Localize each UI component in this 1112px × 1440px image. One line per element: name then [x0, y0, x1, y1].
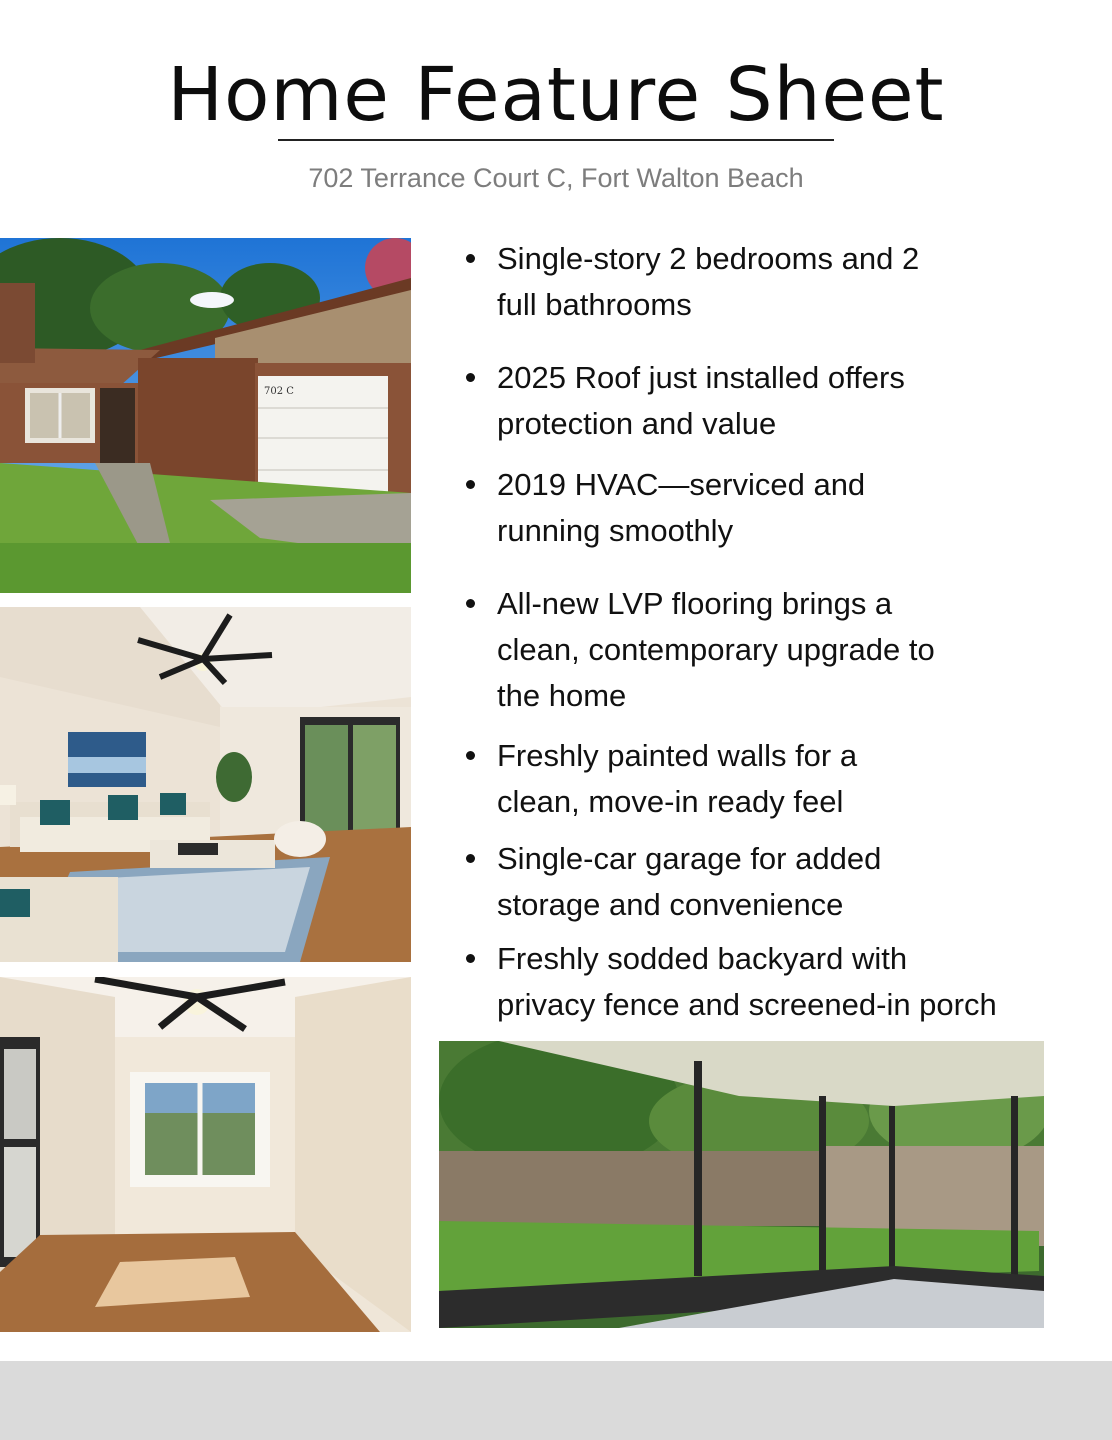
bullet-icon: [466, 751, 475, 760]
living-room-photo: [0, 607, 411, 962]
bullet-icon: [466, 254, 475, 263]
title-underline: [278, 139, 834, 141]
bullet-icon: [466, 480, 475, 489]
feature-text: Freshly painted walls for a clean, move-in ready feel: [497, 738, 858, 819]
feature-text: Freshly sodded backyard with privacy fence and screened-in porch: [497, 941, 997, 1022]
bullet-icon: [466, 599, 475, 608]
feature-item: [462, 355, 1082, 447]
feature-item: [462, 836, 1082, 928]
bedroom-photo: [0, 977, 411, 1332]
feature-item: [462, 733, 1082, 825]
feature-item: [462, 581, 1082, 719]
unit-number-label: 702 C: [264, 386, 294, 397]
bullet-icon: [466, 954, 475, 963]
feature-item: [462, 936, 1082, 1028]
screened-porch-photo: [439, 1041, 1044, 1328]
feature-text: Single-story 2 bedrooms and 2 full bathrooms: [497, 241, 920, 322]
feature-item: [462, 236, 1082, 328]
bullet-icon: [466, 373, 475, 382]
property-address: 702 Terrance Court C, Fort Walton Beach: [308, 163, 804, 193]
feature-text: 2025 Roof just installed offers protection and value: [497, 360, 905, 441]
feature-text: All-new LVP flooring brings a clean, contemporary upgrade to the home: [497, 586, 935, 713]
bullet-icon: [466, 854, 475, 863]
page-title: Home Feature Sheet: [167, 52, 945, 138]
footer-band: [0, 1361, 1112, 1440]
exterior-photo: [0, 238, 411, 593]
feature-text: Single-car garage for added storage and convenience: [497, 841, 882, 922]
feature-text: 2019 HVAC—serviced and running smoothly: [497, 467, 866, 548]
feature-item: [462, 462, 1082, 554]
